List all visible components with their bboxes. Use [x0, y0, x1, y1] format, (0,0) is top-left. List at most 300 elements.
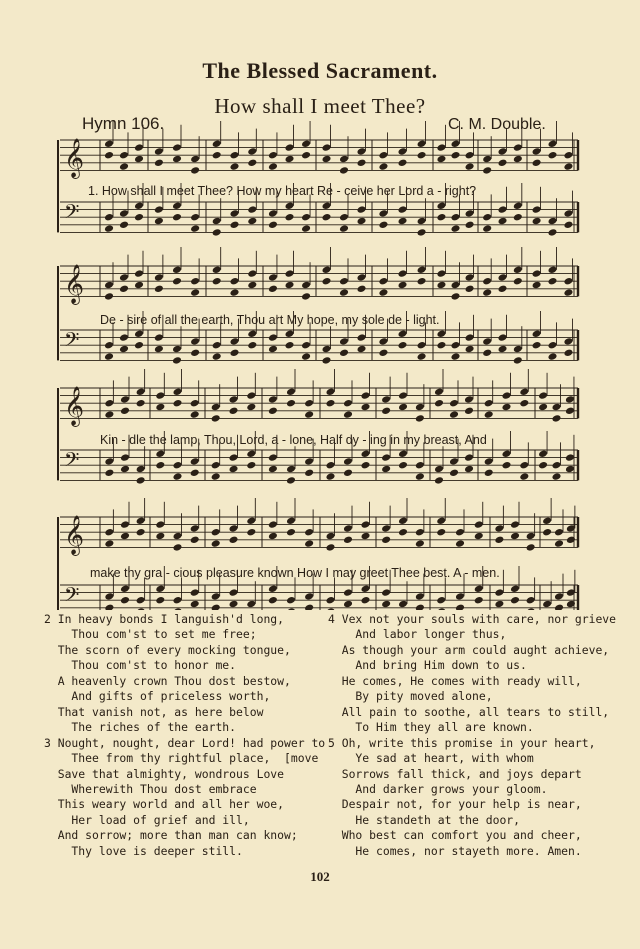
note-head [134, 281, 144, 290]
note-head [381, 453, 391, 462]
verse-line: A heavenly crown Thou dost bestow, [44, 673, 291, 688]
note-head [378, 221, 388, 230]
note-head [464, 453, 474, 462]
note-head [155, 596, 165, 605]
note-head [268, 532, 278, 541]
note-head [526, 543, 536, 552]
treble-clef-icon: 𝄞 [64, 385, 85, 426]
note-head [378, 349, 388, 358]
verse-line: 3 Nought, nought, dear Lord! had power to [44, 735, 326, 750]
verse-line: Thou com'st to set me free; [44, 627, 257, 642]
note-head [104, 528, 114, 537]
note-head [229, 453, 239, 462]
note-head [301, 341, 311, 350]
note-head [357, 273, 367, 282]
verse-line: 4 Vex not your souls with care, nor grieve [328, 612, 617, 626]
note-head [172, 155, 182, 164]
note-head [304, 604, 314, 610]
note-head [398, 269, 408, 278]
note-head [398, 517, 408, 526]
note-head [230, 151, 240, 160]
note-head [548, 352, 558, 361]
note-head [104, 469, 114, 478]
note-head [381, 600, 391, 609]
note-head [136, 399, 146, 408]
note-head [339, 224, 349, 233]
note-head [357, 159, 367, 168]
note-head [417, 140, 427, 149]
note-head [434, 399, 444, 408]
note-head [339, 349, 349, 358]
note-head [451, 151, 461, 160]
note-head [120, 585, 130, 594]
note-head [436, 596, 446, 605]
note-head [436, 269, 446, 278]
note-head [212, 341, 222, 350]
note-head [548, 140, 558, 149]
note-head [548, 151, 558, 160]
note-head [381, 524, 391, 533]
note-head [513, 143, 523, 152]
bass-clef-icon: 𝄢 [64, 447, 80, 476]
note-head [304, 592, 314, 601]
note-head [172, 345, 182, 354]
note-head [104, 281, 114, 290]
note-head [455, 592, 465, 601]
note-head [398, 461, 408, 470]
note-head [190, 410, 200, 419]
note-head [120, 532, 130, 541]
note-head [285, 341, 295, 350]
note-head [155, 520, 165, 529]
note-head [339, 213, 349, 222]
note-head [285, 269, 295, 278]
note-head [190, 166, 200, 175]
note-head [268, 285, 278, 294]
section-title: The Blessed Sacrament. [202, 58, 438, 83]
note-head [339, 166, 349, 175]
note-head [343, 524, 353, 533]
note-head [172, 213, 182, 222]
note-head [510, 520, 520, 529]
note-head [398, 330, 408, 339]
note-head [449, 410, 459, 419]
note-head [548, 341, 558, 350]
note-head [554, 604, 564, 610]
note-head [322, 155, 332, 164]
note-head [415, 604, 425, 610]
note-head [474, 532, 484, 541]
note-head [247, 217, 257, 226]
note-head [398, 391, 408, 400]
note-head [498, 217, 508, 226]
note-head [155, 461, 165, 470]
note-head [381, 588, 391, 597]
note-head [451, 341, 461, 350]
note-head [173, 472, 183, 481]
bass-clef-icon: 𝄢 [64, 582, 80, 610]
note-head [268, 209, 278, 218]
note-head [104, 140, 114, 149]
note-head [104, 352, 114, 361]
verse-line: Who best can comfort you and cheer, [328, 828, 582, 843]
note-head [532, 205, 542, 214]
bass-clef-icon: 𝄢 [64, 327, 80, 356]
note-head [339, 277, 349, 286]
note-head [322, 143, 332, 152]
note-head [565, 465, 575, 474]
note-head [268, 273, 278, 282]
note-head [173, 596, 183, 605]
verse-line: To Him they all are known. [328, 720, 534, 735]
note-head [268, 465, 278, 474]
note-head [211, 528, 221, 537]
verse-line: By pity moved alone, [328, 689, 493, 704]
verses-right-column [328, 612, 618, 859]
note-head [212, 217, 222, 226]
note-head [436, 281, 446, 290]
note-head [398, 159, 408, 168]
note-head [357, 333, 367, 342]
note-head [172, 266, 182, 275]
note-head [436, 528, 446, 537]
verse-line: As though your arm could aught achieve, [328, 642, 610, 657]
note-head [415, 403, 425, 412]
note-head [563, 221, 573, 230]
note-head [538, 403, 548, 412]
verse-line: Save that almighty, wondrous Love [44, 766, 285, 781]
note-head [381, 465, 391, 474]
note-head [173, 532, 183, 541]
note-head [455, 539, 465, 548]
note-head [230, 288, 240, 297]
note-head [513, 213, 523, 222]
note-head [415, 461, 425, 470]
note-head [173, 543, 183, 552]
verse-line: 2 In heavy bonds I languish'd long, [44, 612, 285, 626]
note-head [361, 391, 371, 400]
note-head [361, 532, 371, 541]
note-head [378, 277, 388, 286]
note-head [286, 517, 296, 526]
note-head [304, 457, 314, 466]
note-head [230, 349, 240, 358]
note-head [212, 266, 222, 275]
note-head [154, 345, 164, 354]
note-head [339, 337, 349, 346]
note-head [212, 140, 222, 149]
note-head [301, 292, 311, 301]
note-head [247, 281, 257, 290]
note-head [502, 461, 512, 470]
note-head [190, 337, 200, 346]
note-head [339, 155, 349, 164]
lyric-line-1: 1. How shall I meet Thee? How my heart Re - ceive her Lord a - right? [88, 184, 477, 198]
note-head [104, 224, 114, 233]
note-head [104, 213, 114, 222]
verse-line: And labor longer thus, [328, 627, 507, 642]
note-head [361, 596, 371, 605]
note-head [285, 202, 295, 211]
note-head [326, 388, 336, 397]
note-head [415, 414, 425, 423]
note-head [154, 285, 164, 294]
note-head [326, 399, 336, 408]
note-head [190, 588, 200, 597]
note-head [465, 333, 475, 342]
note-head [532, 281, 542, 290]
note-head [343, 469, 353, 478]
note-head [246, 600, 256, 609]
note-head [155, 585, 165, 594]
note-head [190, 600, 200, 609]
note-head [361, 450, 371, 459]
note-head [494, 588, 504, 597]
note-head [542, 517, 552, 526]
note-head [357, 147, 367, 156]
note-head [154, 147, 164, 156]
note-head [211, 403, 221, 412]
note-head [482, 155, 492, 164]
note-head [548, 228, 558, 237]
note-head [104, 151, 114, 160]
note-head [322, 345, 332, 354]
note-head [268, 345, 278, 354]
note-head [343, 600, 353, 609]
note-head [211, 461, 221, 470]
note-head [519, 388, 529, 397]
note-head [532, 159, 542, 168]
note-head [190, 399, 200, 408]
note-head [190, 524, 200, 533]
note-head [247, 159, 257, 168]
note-head [120, 453, 130, 462]
note-head [212, 228, 222, 237]
note-head [343, 536, 353, 545]
note-head [357, 285, 367, 294]
note-head [134, 202, 144, 211]
note-head [190, 457, 200, 466]
note-head [498, 333, 508, 342]
note-head [519, 399, 529, 408]
note-head [378, 162, 388, 171]
note-head [563, 209, 573, 218]
verse-line: This weary world and all her woe, [44, 797, 285, 812]
note-head [378, 151, 388, 160]
note-head [304, 399, 314, 408]
note-head [510, 596, 520, 605]
note-head [326, 532, 336, 541]
note-head [361, 585, 371, 594]
note-head [398, 450, 408, 459]
note-head [268, 151, 278, 160]
note-head [173, 461, 183, 470]
note-head [464, 395, 474, 404]
lyric-line-4: make thy gra - cious pleasure known How I may greet Thee best. A - men. [90, 566, 500, 580]
note-head [322, 202, 332, 211]
note-head [398, 281, 408, 290]
note-head [417, 352, 427, 361]
note-head [343, 588, 353, 597]
verse-line: All pain to soothe, all tears to still, [328, 704, 610, 719]
note-head [190, 288, 200, 297]
note-head [247, 341, 257, 350]
note-head [301, 213, 311, 222]
note-head [229, 465, 239, 474]
note-head [563, 349, 573, 358]
note-head [155, 403, 165, 412]
note-head [542, 528, 552, 537]
note-head [417, 151, 427, 160]
note-head [120, 395, 130, 404]
note-head [173, 388, 183, 397]
note-head [322, 356, 332, 365]
verse-line: Sorrows fall thick, and joys depart [328, 766, 582, 781]
note-head [119, 345, 129, 354]
note-head [304, 410, 314, 419]
note-head [398, 341, 408, 350]
note-head [154, 159, 164, 168]
verse-line: 5 Oh, write this promise in your heart, [328, 735, 596, 750]
note-head [247, 330, 257, 339]
note-head [565, 395, 575, 404]
note-head [246, 517, 256, 526]
note-head [229, 536, 239, 545]
note-head [513, 202, 523, 211]
note-head [449, 457, 459, 466]
note-head [398, 600, 408, 609]
bass-clef-icon: 𝄢 [64, 199, 80, 228]
note-head [519, 461, 529, 470]
note-head [378, 337, 388, 346]
note-head [436, 143, 446, 152]
note-head [230, 162, 240, 171]
note-head [357, 205, 367, 214]
note-head [484, 399, 494, 408]
note-head [104, 539, 114, 548]
note-head [229, 395, 239, 404]
note-head [119, 162, 129, 171]
note-head [247, 205, 257, 214]
treble-clef-icon: 𝄞 [64, 137, 85, 178]
note-head [538, 450, 548, 459]
note-head [494, 536, 504, 545]
note-head [565, 453, 575, 462]
note-head [436, 213, 446, 222]
note-head [532, 269, 542, 278]
note-head [552, 472, 562, 481]
verse-line: Thy love is deeper still. [44, 843, 243, 858]
note-head [513, 155, 523, 164]
note-head [134, 341, 144, 350]
note-head [398, 403, 408, 412]
note-head [417, 341, 427, 350]
note-head [343, 457, 353, 466]
note-head [172, 143, 182, 152]
note-head [519, 472, 529, 481]
note-head [381, 407, 391, 416]
note-head [104, 410, 114, 419]
note-head [455, 528, 465, 537]
note-head [190, 349, 200, 358]
hymn-meter: C. M. Double. [448, 116, 546, 133]
note-head [464, 465, 474, 474]
note-head [482, 277, 492, 286]
note-head [465, 221, 475, 230]
note-head [230, 277, 240, 286]
verse-line: And darker grows your gloom. [328, 781, 548, 796]
note-head [268, 520, 278, 529]
note-head [451, 281, 461, 290]
note-head [285, 155, 295, 164]
note-head [285, 330, 295, 339]
note-head [378, 288, 388, 297]
note-head [134, 143, 144, 152]
note-head [104, 457, 114, 466]
note-head [190, 155, 200, 164]
note-head [436, 155, 446, 164]
note-head [104, 292, 114, 301]
note-head [136, 388, 146, 397]
note-head [361, 520, 371, 529]
note-head [247, 269, 257, 278]
note-head [436, 517, 446, 526]
note-head [548, 266, 558, 275]
note-head [154, 217, 164, 226]
note-head [398, 205, 408, 214]
note-head [415, 472, 425, 481]
note-head [136, 528, 146, 537]
note-head [268, 453, 278, 462]
note-head [502, 450, 512, 459]
note-head [498, 285, 508, 294]
note-head [322, 213, 332, 222]
note-head [563, 288, 573, 297]
note-head [474, 520, 484, 529]
note-head [451, 224, 461, 233]
note-head [513, 277, 523, 286]
note-head [246, 528, 256, 537]
note-head [398, 147, 408, 156]
note-head [190, 536, 200, 545]
note-head [361, 403, 371, 412]
page-number: 102 [310, 869, 330, 884]
note-head [134, 330, 144, 339]
note-head [155, 532, 165, 541]
note-head [304, 539, 314, 548]
verse-line: He comes, He comes with ready will, [328, 673, 582, 688]
note-head [212, 277, 222, 286]
note-head [230, 337, 240, 346]
note-head [357, 345, 367, 354]
lyric-line-3: Kin - dle the lamp, Thou, Lord, a - lone, Half dy - ing in my breast, And [100, 433, 487, 447]
note-head [510, 532, 520, 541]
note-head [451, 140, 461, 149]
note-head [172, 277, 182, 286]
note-head [268, 407, 278, 416]
note-head [465, 151, 475, 160]
note-head [285, 213, 295, 222]
note-head [513, 356, 523, 365]
note-head [120, 407, 130, 416]
note-head [538, 461, 548, 470]
verse-line: Her load of grief and ill, [44, 812, 250, 827]
note-head [554, 539, 564, 548]
note-head [532, 330, 542, 339]
note-head [190, 277, 200, 286]
note-head [494, 600, 504, 609]
note-head [211, 604, 221, 610]
